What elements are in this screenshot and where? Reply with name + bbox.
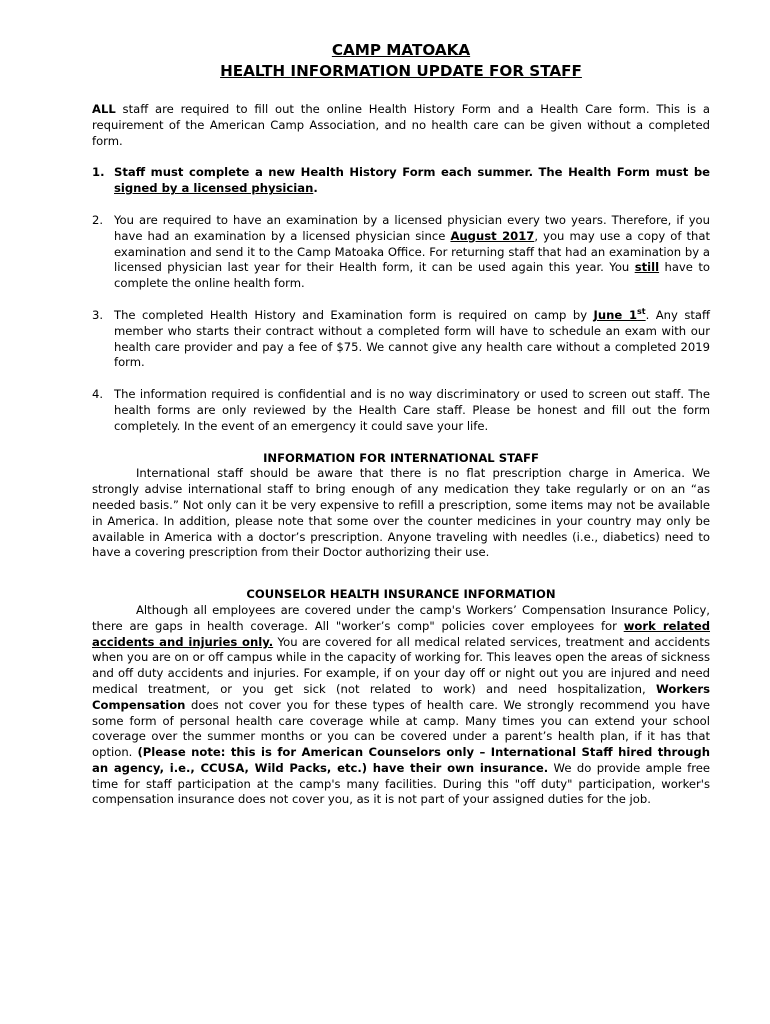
ordinal-st: st — [637, 307, 646, 317]
intro-paragraph — [92, 102, 710, 149]
workers-compensation: Workers Compensation — [92, 681, 710, 712]
still-emphasis: still — [634, 260, 660, 275]
list-number: 2. — [92, 212, 104, 227]
item-4-text: The information required is confidential and is no way discriminatory or used to screen out staff. The health forms are only reviewed by the Health Care staff. Please be honest and fill out the form completely. In the event of an emergency it could save your life. — [114, 387, 710, 433]
insurance-text-4: We do provide ample free time for staff participation at the camp's many facilities. During this "off duty" participation, worker's compensation insurance does not cover you, as it is not part of your assigned duties for the job. — [92, 760, 710, 807]
requirements-list — [92, 165, 710, 434]
list-item-2 — [92, 213, 710, 292]
intro-all: ALL — [92, 102, 116, 116]
title-camp-name: CAMP MATOAKA — [331, 41, 471, 59]
title-health-update: HEALTH INFORMATION UPDATE FOR STAFF — [220, 62, 582, 80]
item-2-text-2: , you may use a copy of that examination and send it to the Camp Matoaka Office. For returning staff that had an examination by a licensed physician last year for their Health form, it can be used again this year. You — [114, 228, 711, 275]
list-number: 4. — [92, 387, 104, 402]
insurance-paragraph — [92, 603, 710, 808]
document-page — [92, 40, 710, 808]
international-heading: INFORMATION FOR INTERNATIONAL STAFF — [263, 450, 539, 465]
item-3-text: The completed Health History and Examination form is required on camp by — [114, 307, 594, 322]
list-number: 1. — [92, 165, 105, 180]
item-2-text: You are required to have an examination by a licensed physician every two years. Therefore, if you have had an examination by a licensed physician since — [114, 212, 710, 243]
list-item-4 — [92, 387, 710, 434]
june-1: June 1 — [593, 307, 638, 322]
american-counselors-note: (Please note: this is for American Counselors only – International Staff hired through an agency, i.e., CCUSA, Wild Packs, etc.) have their own insurance. — [92, 745, 710, 775]
intro-text: staff are required to fill out the online Health History Form and a Health Care form. This is a requirement of the American Camp Association, and no health care can be given without a completed form. — [92, 102, 710, 148]
work-related-only: work related accidents and injuries only. — [92, 618, 711, 649]
list-item-3 — [92, 308, 710, 371]
insurance-text-2: You are covered for all medical related services, treatment and accidents when you are on or off campus while in the capacity of working for. This leaves open the areas of sickness and off duty accidents and injuries. For example, if on your day off or night out you are injured and need medical treatment, or you get sick (not related to work) and need hospitalization, — [92, 634, 710, 696]
insurance-heading: COUNSELOR HEALTH INSURANCE INFORMATION — [246, 587, 556, 602]
signed-by-physician: signed by a licensed physician — [114, 181, 314, 196]
international-paragraph: International staff should be aware that there is no flat prescription charge in America. We strongly advise international staff to bring enough of any medication they take regularly or on an “as needed basis.” Not only can it be very expensive to refill a prescription, some items may not be available in America. In addition, please note that some over the counter medicines in your country may only be available in America with a doctor’s prescription. Anyone traveling with needles (i.e., diabetics) need to have a covering prescription from their Doctor authorizing their use. — [92, 466, 710, 560]
item-1-end: . — [313, 181, 318, 196]
june-first — [594, 308, 646, 322]
insurance-text-3: does not cover you for these types of health care. We strongly recommend you have some form of personal health care coverage while at camp. Many times you can extend your school coverage over the summer months or you can be covered under a parent’s health plan, if it has that option. — [92, 697, 710, 760]
list-number: 3. — [92, 307, 104, 322]
item-1-text: Staff must complete a new Health History Form each summer. The Health Form must be — [114, 165, 710, 180]
item-3-end: . Any staff member who starts their contract without a completed form will have to schedule an exam with our health care provider and pay a fee of $75. We cannot give any health care without a completed 2019 form. — [114, 307, 711, 370]
list-item-1 — [92, 165, 710, 197]
item-2-end: have to complete the online health form. — [114, 260, 710, 291]
august-2017: August 2017 — [450, 228, 535, 243]
insurance-text-1: Although all employees are covered under the camp's Workers’ Compensation Insurance Policy, there are gaps in health coverage. All "worker’s comp" policies cover employees for — [92, 602, 710, 633]
